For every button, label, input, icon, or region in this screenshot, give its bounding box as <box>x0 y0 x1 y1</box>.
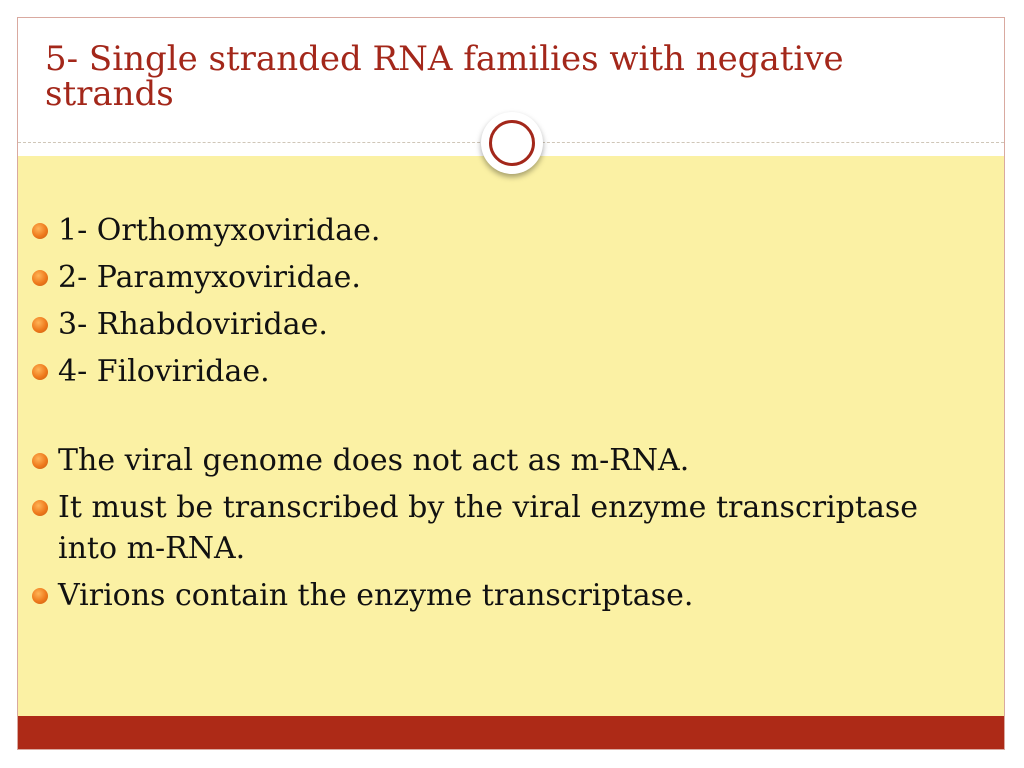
bullet-text: 2- Paramyxoviridae. <box>58 260 361 295</box>
bullet-item <box>32 575 932 616</box>
bullet-text: 3- Rhabdoviridae. <box>58 307 328 342</box>
bullet-dot-icon <box>32 270 48 286</box>
bullet-item <box>32 487 932 569</box>
bullet-dot-icon <box>32 500 48 516</box>
bullet-text: The viral genome does not act as m-RNA. <box>58 443 690 478</box>
bullet-item <box>32 304 932 345</box>
bullet-list <box>32 210 932 622</box>
bullet-dot-icon <box>32 317 48 333</box>
bullet-text: It must be transcribed by the viral enzyme transcriptase into m-RNA. <box>58 490 918 566</box>
ornament-ring <box>489 120 535 166</box>
bullet-item <box>32 351 932 392</box>
slide-title: 5- Single stranded RNA families with negative strands <box>45 39 844 114</box>
bullet-text: 1- Orthomyxoviridae. <box>58 213 381 248</box>
bullet-item <box>32 210 932 251</box>
bullet-item <box>32 257 932 298</box>
bullet-dot-icon <box>32 453 48 469</box>
bullet-dot-icon <box>32 364 48 380</box>
circle-ornament-icon <box>481 112 543 174</box>
bullet-dot-icon <box>32 223 48 239</box>
bullet-text: 4- Filoviridae. <box>58 354 270 389</box>
footer-bar <box>18 716 1004 750</box>
bullet-item <box>32 440 932 481</box>
bullet-dot-icon <box>32 588 48 604</box>
bullet-text: Virions contain the enzyme transcriptase. <box>58 578 694 613</box>
